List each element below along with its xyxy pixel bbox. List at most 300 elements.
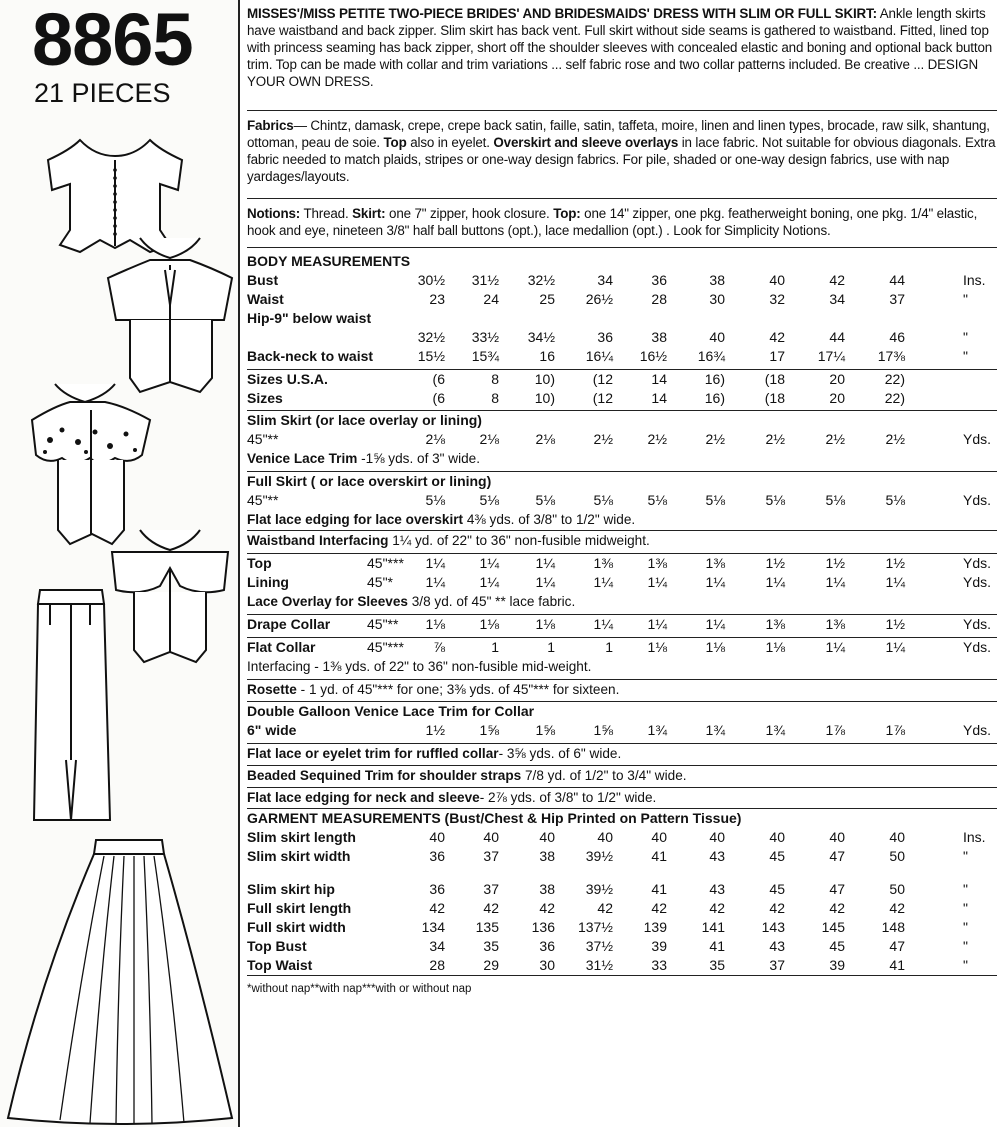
row-label: 45"** [247,431,279,447]
note-bold: Lace Overlay for Sleeves [247,594,408,609]
table-cell: 35 [483,938,499,954]
table-cell: 1¼ [593,616,613,632]
table-cell: 16 [539,348,555,364]
flat-collar-top [112,530,228,662]
description [247,5,997,90]
row-label: Hip-9" below waist [247,310,372,326]
table-cell: 32½ [417,329,445,345]
table-cell: 32 [769,291,785,307]
row-label: Sizes [247,390,283,406]
row-label: Slim skirt length [247,829,356,845]
table-row [247,309,997,328]
fabrics-section [247,111,997,190]
table-cell: 17¼ [817,348,845,364]
fabrics-label: Fabrics [247,118,294,133]
table-cell: 31½ [585,957,613,973]
fabrics-text: also in eyelet. [406,135,494,150]
table-cell: 1 [491,639,499,655]
row-label: Top [247,555,272,571]
pattern-title: MISSES'/MISS PETITE TWO-PIECE BRIDES' AND BRIDESMAIDS' DRESS WITH SLIM OR FULL SKIRT: [247,6,877,21]
table-cell: 45 [769,881,785,897]
note-bold: Venice Lace Trim [247,451,358,466]
table-cell: (6 [432,390,445,406]
table-row [247,430,997,449]
table-cell: 41 [651,848,667,864]
table-cell: 38 [651,329,667,345]
note-bold: Flat lace or eyelet trim for ruffled collar [247,746,499,761]
row-unit: " [963,348,968,364]
table-row [247,637,997,657]
row-unit: " [963,881,968,897]
pattern-number: 8865 [32,0,193,81]
table-cell: 5⅛ [479,492,499,508]
note-text [247,449,480,468]
row-unit: Ins. [963,829,986,845]
table-cell: (12 [592,390,613,406]
row-label: Slim skirt width [247,848,351,864]
table-cell: 36 [539,938,555,954]
table-cell: 37 [483,881,499,897]
table-row [247,389,997,408]
table-cell: 1⅛ [705,639,725,655]
table-cell: 1⅛ [647,639,667,655]
pieces-count: 21 PIECES [34,78,171,108]
note-row [247,787,997,807]
table-cell: 1⅜ [647,555,667,571]
table-row [247,410,997,430]
row-label: 45"** [247,492,279,508]
table-cell: ⅞ [433,639,445,655]
table-cell: 37 [769,957,785,973]
note-body: 4⅜ yds. of 3/8" to 1/2" wide. [463,512,636,527]
table-cell: 141 [701,919,725,935]
table-cell: 39 [651,938,667,954]
table-cell: 139 [643,919,667,935]
table-cell: 22) [884,371,905,387]
row-unit: " [963,919,968,935]
table-cell: 45 [829,938,845,954]
table-cell: 31½ [471,272,499,288]
table-row [247,573,997,592]
table-cell: 1⅜ [765,616,785,632]
table-cell: 43 [709,881,725,897]
row-label: Waist [247,291,284,307]
table-cell: 36 [651,272,667,288]
note-row [247,510,997,529]
fabrics-text: — Chintz, damask, crepe, crepe back satin, faille, satin, taffeta, moire, linen and linen types, brocade, raw silk, shantung, ottoman, peau de soie. [247,118,990,150]
table-cell: 5⅛ [705,492,725,508]
table-row [247,614,997,634]
row-unit: " [963,957,968,973]
note-row [247,765,997,785]
table-cell: 22) [884,390,905,406]
table-cell: 35 [709,957,725,973]
note-body: 1¼ yd. of 22" to 36" non-fusible midweight. [388,533,650,548]
ruffled-collar-top [32,384,150,544]
table-cell: 5⅛ [765,492,785,508]
note-text [247,657,591,676]
table-cell: 42 [769,329,785,345]
table-cell: 1¼ [535,555,555,571]
row-label: Drape Collar [247,616,331,632]
table-cell: 1½ [425,722,445,738]
notions-top-label: Top: [553,206,581,221]
table-cell: 1¼ [647,616,667,632]
note-body: Interfacing - 1⅜ yds. of 22" to 36" non-fusible mid-weight. [247,659,592,674]
table-cell: 44 [829,329,845,345]
table-cell: 16¾ [697,348,725,364]
note-bold: Waistband Interfacing [247,533,389,548]
table-row [247,328,997,347]
table-cell: 33½ [471,329,499,345]
table-cell: 41 [651,881,667,897]
table-cell: 5⅛ [647,492,667,508]
note-text [247,680,619,699]
table-cell: 28 [429,957,445,973]
table-cell: 1¼ [425,555,445,571]
table-cell: 40 [651,829,667,845]
table-row [247,956,997,975]
notions-text: one 14" zipper, one pkg. featherweight boning, one pkg. 1/4" elastic, hook and eye, nineteen 3/8" half ball buttons (opt.), lace medallion (opt.) . Look for Simplicity Notions. [247,206,978,238]
table-cell: 1⅜ [825,616,845,632]
table-cell: 1¼ [479,555,499,571]
table-cell: 42 [889,900,905,916]
table-cell: 42 [829,272,845,288]
table-cell: 29 [483,957,499,973]
garment-illustrations [0,120,238,1127]
note-row [247,679,997,699]
table-cell: 1¾ [765,722,785,738]
table-cell: 1¼ [885,574,905,590]
table-cell: 1¼ [535,574,555,590]
fabrics-overlay-label: Overskirt and sleeve overlays [493,135,679,150]
table-cell: 45 [769,848,785,864]
row-fabric-width: 45"* [367,574,393,590]
row-unit: Yds. [963,574,992,590]
table-cell: 1¼ [765,574,785,590]
table-cell: 5⅛ [825,492,845,508]
table-cell: 1¼ [825,639,845,655]
table-cell: 42 [483,900,499,916]
table-row [247,369,997,389]
note-bold: Flat lace edging for lace overskirt [247,512,464,527]
fabrics-text: in lace fabric. Not suitable for obvious diagonals. Extra fabric needed to match plaids, stripes or one-way design fabrics. For pile, shaded or one-way design fabrics, use with nap yardages/layouts. [247,135,996,184]
notions-text: Thread. [300,206,353,221]
header-text: BODY MEASUREMENTS [247,253,411,269]
table-cell: 1½ [765,555,785,571]
table-cell: 34 [429,938,445,954]
note-body: - 1 yd. of 45"*** for one; 3⅜ yds. of 45"*** for sixteen. [296,682,620,697]
notions-text: one 7" zipper, hook closure. [385,206,554,221]
row-label: Full skirt width [247,919,346,935]
table-cell: 43 [769,938,785,954]
table-cell: 8 [491,390,499,406]
table-cell: 17 [769,348,785,364]
table-cell: 1¾ [705,722,725,738]
table-cell: 41 [889,957,905,973]
table-cell: 5⅛ [593,492,613,508]
table-cell: (6 [432,371,445,387]
drape-collar-top [108,238,232,392]
table-cell: 1⅝ [479,722,499,738]
table-cell: 2½ [593,431,613,447]
pattern-details [247,5,997,999]
table-cell: 2⅛ [535,431,555,447]
divider [238,0,240,1127]
note-bold: Beaded Sequined Trim for shoulder straps [247,768,522,783]
table-cell: 40 [429,829,445,845]
row-label: Slim skirt hip [247,881,335,897]
table-cell: 23 [429,291,445,307]
table-cell: 1¼ [705,574,725,590]
left-panel [0,0,238,1127]
table-cell: 1¼ [593,574,613,590]
table-row [247,899,997,918]
notions-skirt-label: Skirt: [352,206,386,221]
table-row [247,471,997,491]
note-bold: Flat lace edging for neck and sleeve [247,790,480,805]
description-text: Ankle length skirts have waistband and back zipper. Slim skirt has back vent. Full skirt without side seams is gathered to waistband. Fitted, lined top with princess seaming has back zipper, short off the shoulder sleeves with concealed elastic and boning and optional back button trim. Top can be made with collar and trim variations ... self fabric rose and two collar patterns included. Be creative ... DESIGN YOUR OWN DRESS. [247,6,993,89]
note-body: - 3⅝ yds. of 6" wide. [498,746,622,761]
top-view-a [48,140,182,252]
table-cell: 5⅛ [885,492,905,508]
note-text [247,788,656,807]
table-cell: 39 [829,957,845,973]
table-cell: 145 [821,919,845,935]
table-cell: 39½ [585,848,613,864]
yardage-table [247,248,997,999]
table-cell: 36 [597,329,613,345]
table-cell: 16) [704,390,725,406]
table-cell: 1½ [885,555,905,571]
note-text [247,592,575,611]
slim-skirt [34,590,110,820]
table-cell: 14 [651,390,667,406]
row-unit: Yds. [963,492,992,508]
row-label: Back-neck to waist [247,348,374,364]
table-cell: 1⅜ [593,555,613,571]
table-cell: 1⅝ [535,722,555,738]
table-cell: 47 [829,881,845,897]
table-cell: (18 [764,371,785,387]
table-cell: 30½ [417,272,445,288]
table-cell: 42 [597,900,613,916]
table-cell: 10) [534,371,555,387]
table-cell: 136 [531,919,555,935]
table-cell: 36 [429,881,445,897]
table-cell: 40 [829,829,845,845]
table-cell: 1¼ [705,616,725,632]
table-cell: 50 [889,848,905,864]
row-label: Slim Skirt (or lace overlay or lining) [247,412,482,428]
table-cell: 42 [709,900,725,916]
table-cell: 148 [881,919,905,935]
note-row [247,449,997,468]
note-row [247,530,997,550]
table-cell: 50 [889,881,905,897]
table-cell: 1⅛ [479,616,499,632]
table-cell: 1⅛ [425,616,445,632]
row-unit: Yds. [963,555,992,571]
table-cell: 33 [651,957,667,973]
table-cell: 42 [769,900,785,916]
table-cell: 5⅛ [425,492,445,508]
table-cell: 5⅛ [535,492,555,508]
table-cell: 1⅜ [705,555,725,571]
table-cell: 1⅛ [765,639,785,655]
table-cell: 34 [829,291,845,307]
table-cell: 40 [539,829,555,845]
row-unit: " [963,848,968,864]
table-cell: 1¼ [425,574,445,590]
table-cell: 40 [597,829,613,845]
table-cell: (12 [592,371,613,387]
note-body: 3/8 yd. of 45" ** lace fabric. [407,594,576,609]
row-label: Bust [247,272,279,288]
table-cell: 32½ [527,272,555,288]
table-cell: 44 [889,272,905,288]
garment-measurements-header [247,808,997,828]
row-unit: Yds. [963,639,992,655]
table-cell: 1¼ [885,639,905,655]
row-label: Flat Collar [247,639,316,655]
table-cell: 14 [651,371,667,387]
table-row [247,937,997,956]
row-label: Double Galloon Venice Lace Trim for Collar [247,703,535,719]
table-cell: 1¼ [647,574,667,590]
table-cell: 17⅜ [877,348,905,364]
row-fabric-width: 45"*** [367,639,404,655]
table-cell: 16) [704,371,725,387]
table-cell: 16¼ [585,348,613,364]
note-text [247,510,635,529]
table-cell: 43 [709,848,725,864]
table-cell: (18 [764,390,785,406]
row-label: Full Skirt ( or lace overskirt or lining) [247,473,492,489]
table-cell: 40 [889,829,905,845]
table-cell: 36 [429,848,445,864]
table-cell: 39½ [585,881,613,897]
table-cell: 26½ [585,291,613,307]
table-row [247,828,997,847]
table-cell: 47 [829,848,845,864]
table-row [247,347,997,366]
table-cell: 15½ [417,348,445,364]
table-cell: 1¼ [825,574,845,590]
row-fabric-width: 45"*** [367,555,404,571]
table-row [247,491,997,510]
row-unit: " [963,938,968,954]
note-text [247,531,650,550]
row-unit: Yds. [963,616,992,632]
table-cell: 30 [539,957,555,973]
table-cell: 2⅛ [425,431,445,447]
table-cell: 1¾ [647,722,667,738]
table-cell: 16½ [639,348,667,364]
table-cell: 28 [651,291,667,307]
table-cell: 40 [709,329,725,345]
table-cell: 2½ [765,431,785,447]
table-cell: 25 [539,291,555,307]
table-cell: 40 [709,829,725,845]
spacer [247,866,997,880]
table-cell: 1⅞ [825,722,845,738]
table-cell: 1⅛ [535,616,555,632]
table-cell: 34 [597,272,613,288]
note-body: - 2⅞ yds. of 3/8" to 1/2" wide. [479,790,657,805]
table-cell: 2½ [885,431,905,447]
note-body: 7/8 yd. of 1/2" to 3/4" wide. [521,768,687,783]
row-label: Top Bust [247,938,307,954]
table-row [247,701,997,721]
table-cell: 15¾ [471,348,499,364]
table-cell: 37 [889,291,905,307]
row-label: Sizes U.S.A. [247,371,328,387]
table-cell: 1⅞ [885,722,905,738]
footnote: *without nap**with nap***with or without nap [247,975,997,999]
row-fabric-width: 45"** [367,616,399,632]
table-cell: 137½ [577,919,613,935]
table-cell: 143 [761,919,785,935]
note-bold: Rosette [247,682,297,697]
table-cell: 30 [709,291,725,307]
row-label: Lining [247,574,289,590]
row-label: 6" wide [247,722,297,738]
table-cell: 2½ [705,431,725,447]
table-row [247,880,997,899]
table-cell: 38 [709,272,725,288]
notions-section [247,199,997,244]
table-cell: 42 [829,900,845,916]
table-cell: 2½ [825,431,845,447]
table-row [247,271,997,290]
table-cell: 2½ [647,431,667,447]
table-cell: 37½ [585,938,613,954]
row-label: Top Waist [247,957,313,973]
table-cell: 134 [421,919,445,935]
table-cell: 1 [605,639,613,655]
row-unit: Yds. [963,431,992,447]
note-row [247,657,997,676]
table-cell: 38 [539,881,555,897]
table-cell: 1⅝ [593,722,613,738]
row-unit: " [963,900,968,916]
full-skirt [8,840,232,1124]
table-cell: 10) [534,390,555,406]
table-cell: 24 [483,291,499,307]
fabrics-top-label: Top [383,135,407,150]
table-cell: 1 [547,639,555,655]
note-row [247,592,997,611]
table-cell: 1¼ [479,574,499,590]
table-row [247,553,997,573]
notions-label: Notions: [247,206,301,221]
table-cell: 20 [829,390,845,406]
table-cell: 41 [709,938,725,954]
table-cell: 2⅛ [479,431,499,447]
table-cell: 40 [769,272,785,288]
table-cell: 34½ [527,329,555,345]
row-unit: Ins. [963,272,986,288]
table-cell: 42 [429,900,445,916]
row-unit: " [963,291,968,307]
table-cell: 1½ [885,616,905,632]
table-cell: 8 [491,371,499,387]
table-cell: 135 [475,919,499,935]
row-unit: Yds. [963,722,992,738]
note-body: -1⅝ yds. of 3" wide. [357,451,481,466]
table-cell: 42 [651,900,667,916]
